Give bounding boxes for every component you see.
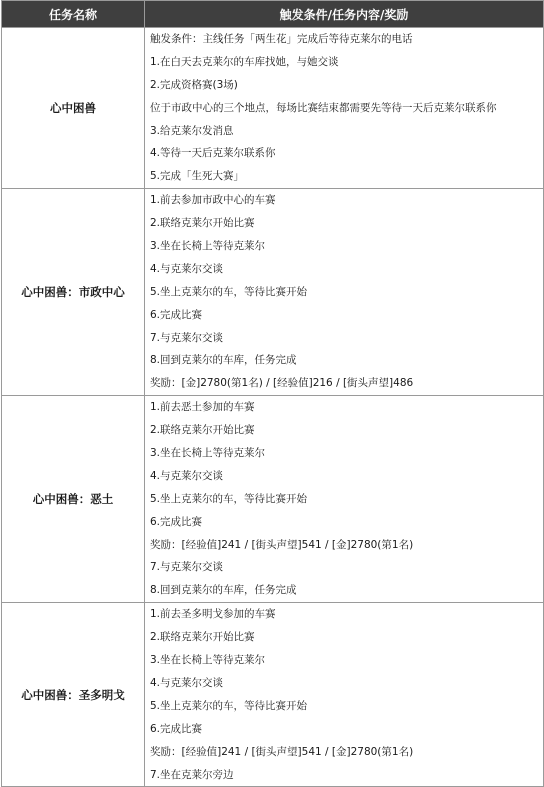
quest-name: 心中困兽：恶土 (2, 396, 145, 603)
quest-content-line: 2.完成资格赛(3场) (150, 78, 238, 91)
quest-content-line: 4.等待一天后克莱尔联系你 (150, 147, 276, 160)
quest-content (145, 189, 544, 396)
table-row (2, 189, 544, 396)
quest-content-line: 1.前去恶土参加的车赛 (150, 401, 255, 414)
quest-content-line: 4.与克莱尔交谈 (150, 469, 224, 482)
quest-table (1, 0, 544, 787)
header-quest-content: 触发条件/任务内容/奖励 (145, 1, 544, 28)
quest-content-line: 2.联络克莱尔开始比赛 (150, 631, 255, 644)
quest-content-line: 4.与克莱尔交谈 (150, 676, 224, 689)
quest-content-line: 5.坐上克莱尔的车，等待比赛开始 (150, 285, 308, 298)
quest-content-line: 6.完成比赛 (150, 308, 203, 321)
table-row (2, 28, 544, 189)
quest-content-line: 5.坐上克莱尔的车，等待比赛开始 (150, 492, 308, 505)
quest-content-line: 6.完成比赛 (150, 722, 203, 735)
quest-content-line: 8.回到克莱尔的车库，任务完成 (150, 584, 297, 597)
quest-content-line: 5.完成「生死大赛」 (150, 170, 245, 183)
quest-content-line: 1.前去参加市政中心的车赛 (150, 194, 276, 207)
quest-name: 心中困兽：市政中心 (2, 189, 145, 396)
quest-content-line: 奖励：[经验值]241 / [街头声望]541 / [金]2780(第1名) (150, 745, 414, 758)
header-row (2, 1, 544, 28)
quest-content-line: 3.坐在长椅上等待克莱尔 (150, 447, 266, 460)
quest-table-body (2, 28, 544, 787)
quest-content-line: 8.回到克莱尔的车库，任务完成 (150, 354, 297, 367)
quest-content-line: 4.与克莱尔交谈 (150, 262, 224, 275)
quest-content (145, 603, 544, 787)
quest-content-line: 7.与克莱尔交谈 (150, 331, 224, 344)
quest-content-line: 7.与克莱尔交谈 (150, 561, 224, 574)
quest-content-line: 3.坐在长椅上等待克莱尔 (150, 240, 266, 253)
table-row (2, 396, 544, 603)
quest-content-line: 3.坐在长椅上等待克莱尔 (150, 654, 266, 667)
header-quest-name: 任务名称 (2, 1, 145, 28)
quest-content-line: 位于市政中心的三个地点，每场比赛结束都需要先等待一天后克莱尔联系你 (150, 101, 497, 114)
quest-content-line: 5.坐上克莱尔的车，等待比赛开始 (150, 699, 308, 712)
table-row (2, 603, 544, 787)
quest-content-line: 7.坐在克莱尔旁边 (150, 768, 234, 781)
quest-name: 心中困兽 (2, 28, 145, 189)
quest-content-line: 奖励：[金]2780(第1名) / [经验值]216 / [街头声望]486 (150, 377, 414, 390)
quest-content-line: 触发条件：主线任务「两生花」完成后等待克莱尔的电话 (150, 33, 413, 45)
quest-content (145, 28, 544, 189)
quest-content-line: 1.在白天去克莱尔的车库找她，与她交谈 (150, 55, 339, 68)
quest-content-line: 奖励：[经验值]241 / [街头声望]541 / [金]2780(第1名) (150, 538, 414, 551)
quest-name: 心中困兽：圣多明戈 (2, 603, 145, 787)
quest-content-line: 2.联络克莱尔开始比赛 (150, 217, 255, 230)
quest-content-line: 6.完成比赛 (150, 515, 203, 528)
quest-content-line: 3.给克莱尔发消息 (150, 124, 234, 137)
quest-content-line: 1.前去圣多明戈参加的车赛 (150, 608, 276, 621)
quest-content (145, 396, 544, 603)
quest-content-line: 2.联络克莱尔开始比赛 (150, 424, 255, 437)
